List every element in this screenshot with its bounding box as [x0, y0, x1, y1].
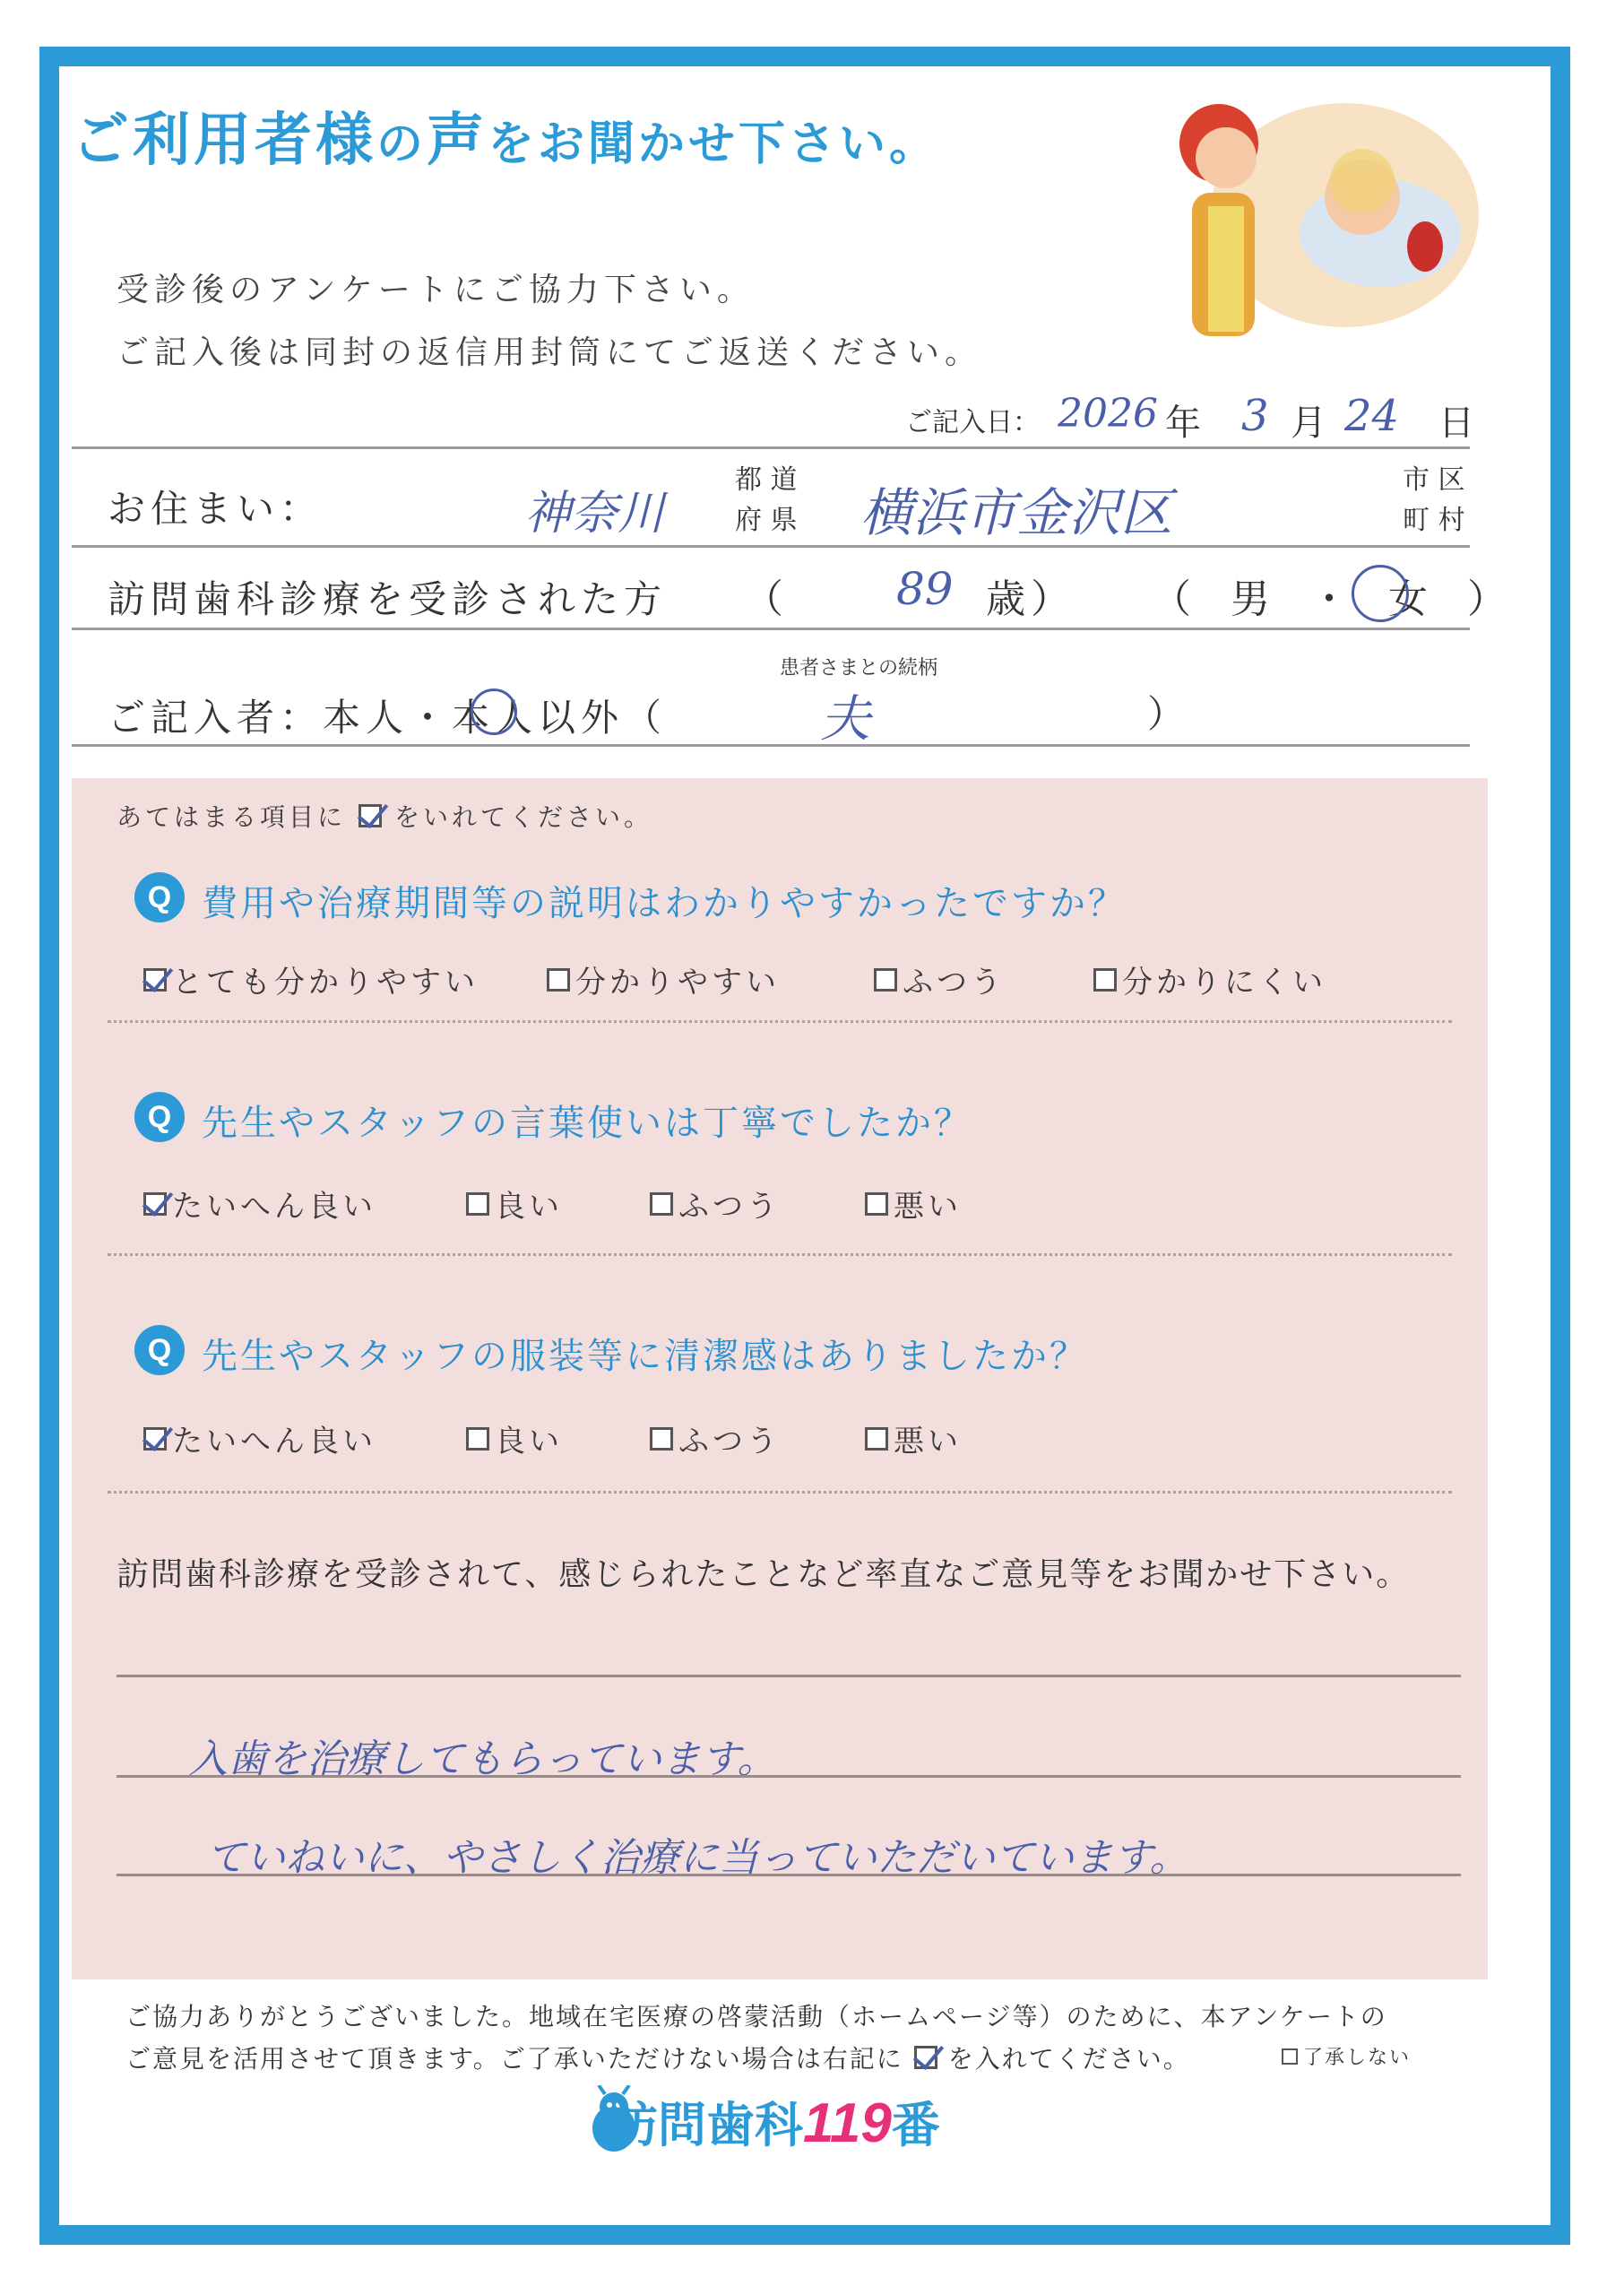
checkbox-example-icon: [358, 804, 382, 827]
address-city: 横浜市金沢区: [860, 482, 1173, 543]
brand-logo: 訪問歯科119番: [609, 2092, 940, 2154]
gender-circle: [1352, 565, 1409, 622]
checkbox-icon[interactable]: [865, 1427, 888, 1451]
q3-option-1[interactable]: 良い: [466, 1416, 563, 1460]
q1-badge: Q: [134, 872, 185, 922]
q1-option-2[interactable]: ふつう: [874, 957, 1005, 1001]
q2-option-2[interactable]: ふつう: [650, 1182, 781, 1225]
pref-suffix-top: 都 道: [735, 464, 798, 496]
checkbox-icon[interactable]: [1282, 2048, 1298, 2065]
date-year-unit: 年: [1165, 403, 1201, 444]
checkbox-checked-icon[interactable]: [143, 968, 167, 992]
city-suffix-bottom: 町 村: [1403, 505, 1465, 536]
writer-relation: 夫: [820, 690, 870, 749]
address-prefecture: 神奈川: [524, 487, 665, 541]
patient-age: 89: [896, 563, 954, 615]
subtitle-line2: ご記入後は同封の返信用封筒にてご返送ください。: [117, 334, 983, 371]
date-month: 3: [1241, 391, 1269, 441]
caregiver-illustration: [1156, 81, 1479, 350]
relation-caption: 患者さまとの続柄: [780, 657, 938, 680]
checkbox-icon[interactable]: [650, 1192, 673, 1216]
q2-divider: [108, 1253, 1452, 1256]
checkbox-icon[interactable]: [1093, 968, 1117, 992]
date-month-unit: 月: [1291, 403, 1326, 444]
q3-option-3[interactable]: 悪い: [865, 1416, 962, 1460]
comment-line-2: [117, 1775, 1461, 1778]
q2-option-1[interactable]: 良い: [466, 1182, 563, 1225]
q2-option-3[interactable]: 悪い: [865, 1182, 962, 1225]
checkbox-icon[interactable]: [466, 1192, 489, 1216]
date-day-unit: 日: [1438, 403, 1474, 444]
comment-text-1: 入歯を治療してもらっています。: [188, 1736, 777, 1782]
comment-line-1: [117, 1675, 1461, 1677]
date-label: ご記入日：: [905, 407, 1040, 438]
date-day: 24: [1344, 391, 1400, 441]
pref-suffix-bottom: 府 県: [735, 505, 798, 536]
q3-badge: Q: [134, 1325, 185, 1375]
checkbox-icon[interactable]: [547, 968, 570, 992]
q3-option-2[interactable]: ふつう: [650, 1416, 781, 1460]
checkbox-icon[interactable]: [874, 968, 897, 992]
writer-rule: [72, 744, 1470, 747]
comments-prompt: 訪問歯科診療を受診されて、感じられたことなど率直なご意見等をお聞かせ下さい。: [117, 1556, 1411, 1593]
q1-option-1[interactable]: 分かりやすい: [547, 957, 780, 1001]
q2-option-0[interactable]: たいへん良い: [143, 1182, 376, 1225]
comment-line-3: [117, 1874, 1461, 1876]
checkbox-example-icon: [914, 2046, 937, 2069]
q2-badge: Q: [134, 1092, 185, 1142]
checkbox-icon[interactable]: [650, 1427, 673, 1451]
comment-text-2: ていねいに、やさしく治療に当っていただいています。: [206, 1835, 1189, 1881]
q3-divider: [108, 1491, 1452, 1494]
decline-option[interactable]: 了承しない: [1282, 2042, 1411, 2070]
writer-close-paren: ）: [1147, 692, 1191, 736]
writer-label: ご記入者：本人・本人以外（: [108, 696, 668, 740]
checkbox-icon[interactable]: [865, 1192, 888, 1216]
q1-option-0[interactable]: とても分かりやすい: [143, 957, 479, 1001]
q1-option-3[interactable]: 分かりにくい: [1093, 957, 1326, 1001]
subtitle-line1: 受診後のアンケートにご協力下さい。: [117, 272, 755, 308]
checkbox-checked-icon[interactable]: [143, 1192, 167, 1216]
writer-circle: [471, 688, 517, 735]
page-title: ご利用者様の声をお聞かせ下さい。: [72, 108, 940, 174]
footer-line1: ご協力ありがとうございました。地域在宅医療の啓蒙活動（ホームページ等）のために、本アンケートの: [125, 2002, 1387, 2031]
q1-text: 費用や治療期間等の説明はわかりやすかったですか？: [202, 883, 1127, 924]
date-rule: [72, 446, 1470, 449]
date-year: 2026: [1058, 391, 1158, 437]
questionnaire-panel: [72, 778, 1488, 1979]
patient-gender: （ 男 ・ 女 ）: [1152, 576, 1507, 622]
q3-text: 先生やスタッフの服装等に清潔感はありましたか？: [202, 1336, 1088, 1377]
q3-option-0[interactable]: たいへん良い: [143, 1416, 376, 1460]
instructions: あてはまる項目に をいれてください。: [117, 802, 653, 832]
patient-rule: [72, 628, 1470, 630]
checkbox-icon[interactable]: [466, 1427, 489, 1451]
footer-line2: ご意見を活用させて頂きます。ご了承いただけない場合は右記に を入れてください。: [125, 2044, 1190, 2074]
address-label: お住まい：: [108, 487, 324, 531]
q2-text: 先生やスタッフの言葉使いは丁寧でしたか？: [202, 1103, 972, 1144]
age-unit: 歳）: [986, 576, 1075, 622]
patient-label: 訪問歯科診療を受診された方: [108, 577, 668, 621]
city-suffix-top: 市 区: [1403, 464, 1465, 496]
age-open-paren: （: [744, 576, 783, 622]
address-rule: [72, 545, 1470, 548]
q1-divider: [108, 1020, 1452, 1023]
checkbox-checked-icon[interactable]: [143, 1427, 167, 1451]
